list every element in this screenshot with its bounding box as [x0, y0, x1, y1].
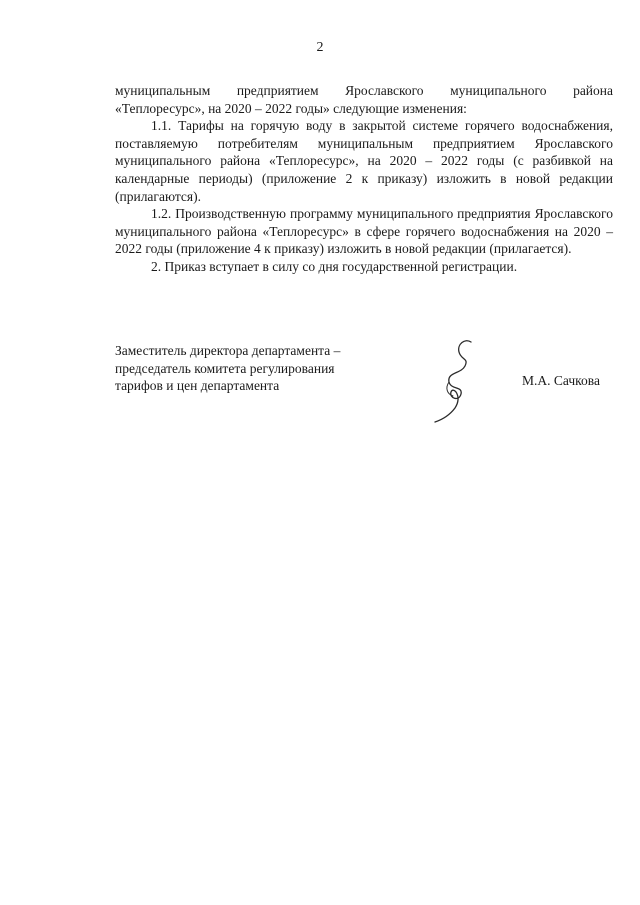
signatory-title-line: председатель комитета регулирования [115, 360, 335, 376]
signer-name: М.А. Сачкова [522, 373, 600, 388]
paragraph-1-1: 1.1. Тарифы на горячую воду в закрытой системе горячего водоснабжения, поставляемую потребителям муниципальным предприятием Ярославского муниципального района «Теплоресурс», на 2020 – 2022 годы (с разбивкой на календарные периоды) (приложение 2 к приказу) изложить в новой редакции (прилагаются). [115, 118, 613, 204]
document-body [115, 82, 613, 276]
page-number: 2 [316, 40, 324, 55]
signatory-title-line: Заместитель директора департамента – [115, 343, 341, 358]
signatory-title-line: тарифов и цен департамента [115, 378, 280, 394]
paragraph-1-2: 1.2. Производственную программу муниципального предприятия Ярославского муниципального района «Теплоресурс» в сфере горячего водоснабжения на 2020 – 2022 годы (приложение 4 к приказу) изложить в новой редакции (прилагается). [115, 206, 613, 257]
paragraph-2: 2. Приказ вступает в силу со дня государственной регистрации. [151, 258, 518, 274]
paragraph-intro: муниципальным предприятием Ярославского муниципального района «Теплоресурс», на 2020 – 2022 годы» следующие изменения: [115, 83, 613, 116]
handwritten-signature [425, 336, 485, 426]
